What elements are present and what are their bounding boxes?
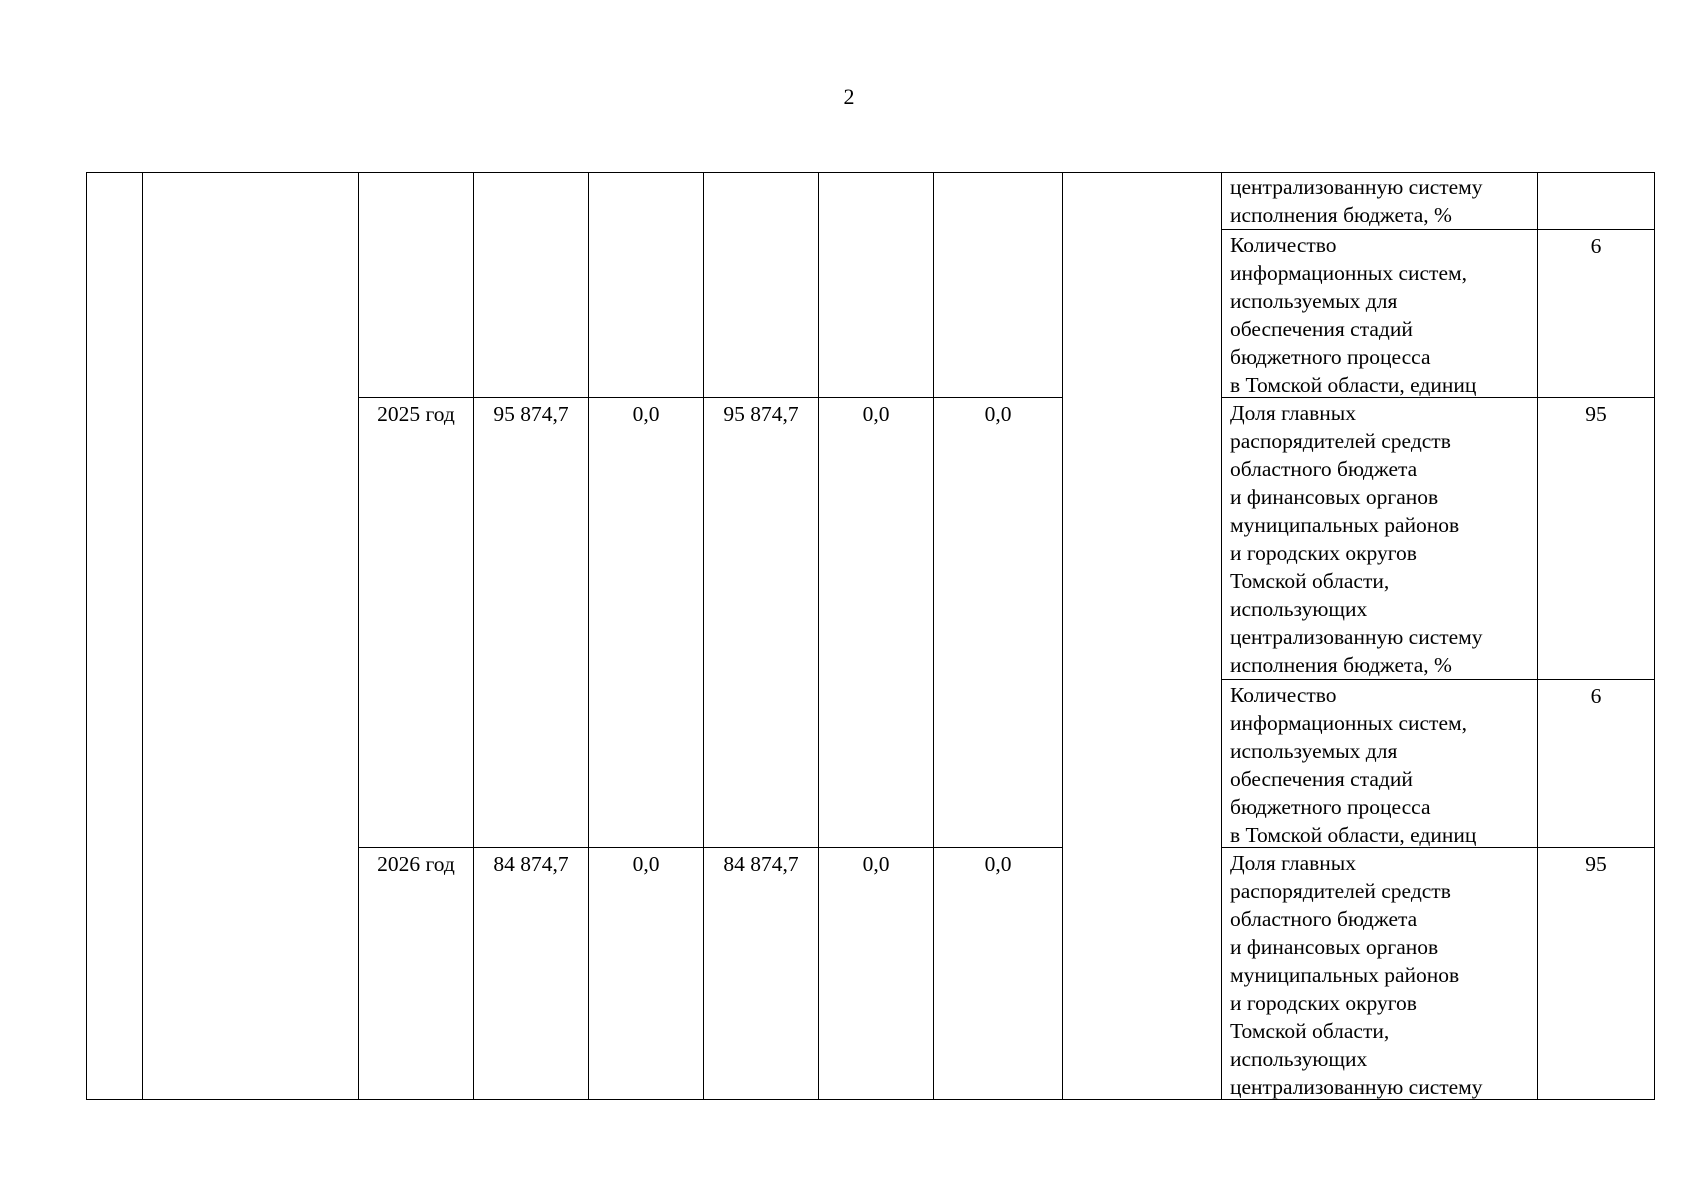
indicator-text-line: в Томской области, единиц	[1230, 823, 1477, 847]
indicator-text-line: бюджетного процесса	[1230, 345, 1431, 369]
indicator-value-cell: 6	[1538, 230, 1655, 398]
regional-cell: 84 874,7	[704, 848, 819, 1100]
federal-cell	[589, 172, 704, 398]
year-cell	[359, 172, 474, 398]
year-cell: 2026 год	[359, 848, 474, 1100]
indicator-text-line: централизованную систему	[1230, 175, 1483, 199]
total-cell: 84 874,7	[474, 848, 589, 1100]
indicator-value-cell: 6	[1538, 680, 1655, 848]
other-cell: 0,0	[934, 398, 1063, 848]
indicator-cell	[1222, 680, 1538, 848]
column-executor-cell	[1063, 172, 1222, 1100]
regional-cell	[704, 172, 819, 398]
indicator-cell	[1222, 848, 1538, 1100]
page-number: 2	[843, 84, 855, 109]
column-name-cell	[143, 172, 359, 1100]
local-cell: 0,0	[819, 398, 934, 848]
indicator-text-line: исполнения бюджета, %	[1230, 203, 1452, 227]
total-cell: 95 874,7	[474, 398, 589, 848]
local-cell	[819, 172, 934, 398]
indicator-value-cell: 95	[1538, 848, 1655, 1100]
budget-table	[86, 172, 1655, 1100]
indicator-text-line: распорядителей средств	[1230, 429, 1451, 453]
indicator-cell	[1222, 398, 1538, 680]
indicator-text-line: используемых для	[1230, 289, 1398, 313]
indicator-text-line: обеспечения стадий	[1230, 317, 1413, 341]
regional-cell: 95 874,7	[704, 398, 819, 848]
indicator-cell	[1222, 172, 1538, 230]
indicator-text-line: Томской области,	[1230, 569, 1390, 593]
indicator-text-line: обеспечения стадий	[1230, 767, 1413, 791]
indicator-text-line: централизованную систему	[1230, 625, 1483, 649]
indicator-text-line: централизованную систему	[1230, 1075, 1483, 1099]
indicator-text-line: Томской области,	[1230, 1019, 1390, 1043]
indicator-text-line: использующих	[1230, 597, 1368, 621]
other-cell	[934, 172, 1063, 398]
total-cell	[474, 172, 589, 398]
indicator-text-line: информационных систем,	[1230, 711, 1467, 735]
indicator-text-line: в Томской области, единиц	[1230, 373, 1477, 397]
federal-cell: 0,0	[589, 398, 704, 848]
indicator-text-line: Количество	[1230, 233, 1337, 257]
year-cell: 2025 год	[359, 398, 474, 848]
column-number-cell	[86, 172, 143, 1100]
indicator-text-line: исполнения бюджета, %	[1230, 653, 1452, 677]
other-cell: 0,0	[934, 848, 1063, 1100]
indicator-text-line: использующих	[1230, 1047, 1368, 1071]
indicator-text-line: Доля главных	[1230, 401, 1356, 425]
indicator-text-line: информационных систем,	[1230, 261, 1467, 285]
indicator-text-line: Количество	[1230, 683, 1337, 707]
indicator-value-cell: 95	[1538, 398, 1655, 680]
indicator-value-cell	[1538, 172, 1655, 230]
indicator-text-line: распорядителей средств	[1230, 879, 1451, 903]
indicator-text-line: и городских округов	[1230, 991, 1417, 1015]
indicator-text-line: и городских округов	[1230, 541, 1417, 565]
indicator-text-line: областного бюджета	[1230, 457, 1418, 481]
indicator-text-line: муниципальных районов	[1230, 513, 1460, 537]
indicator-cell	[1222, 230, 1538, 398]
indicator-text-line: и финансовых органов	[1230, 485, 1439, 509]
indicator-text-line: используемых для	[1230, 739, 1398, 763]
indicator-text-line: и финансовых органов	[1230, 935, 1439, 959]
federal-cell: 0,0	[589, 848, 704, 1100]
indicator-text-line: муниципальных районов	[1230, 963, 1460, 987]
indicator-text-line: Доля главных	[1230, 851, 1356, 875]
local-cell: 0,0	[819, 848, 934, 1100]
indicator-text-line: бюджетного процесса	[1230, 795, 1431, 819]
indicator-text-line: областного бюджета	[1230, 907, 1418, 931]
